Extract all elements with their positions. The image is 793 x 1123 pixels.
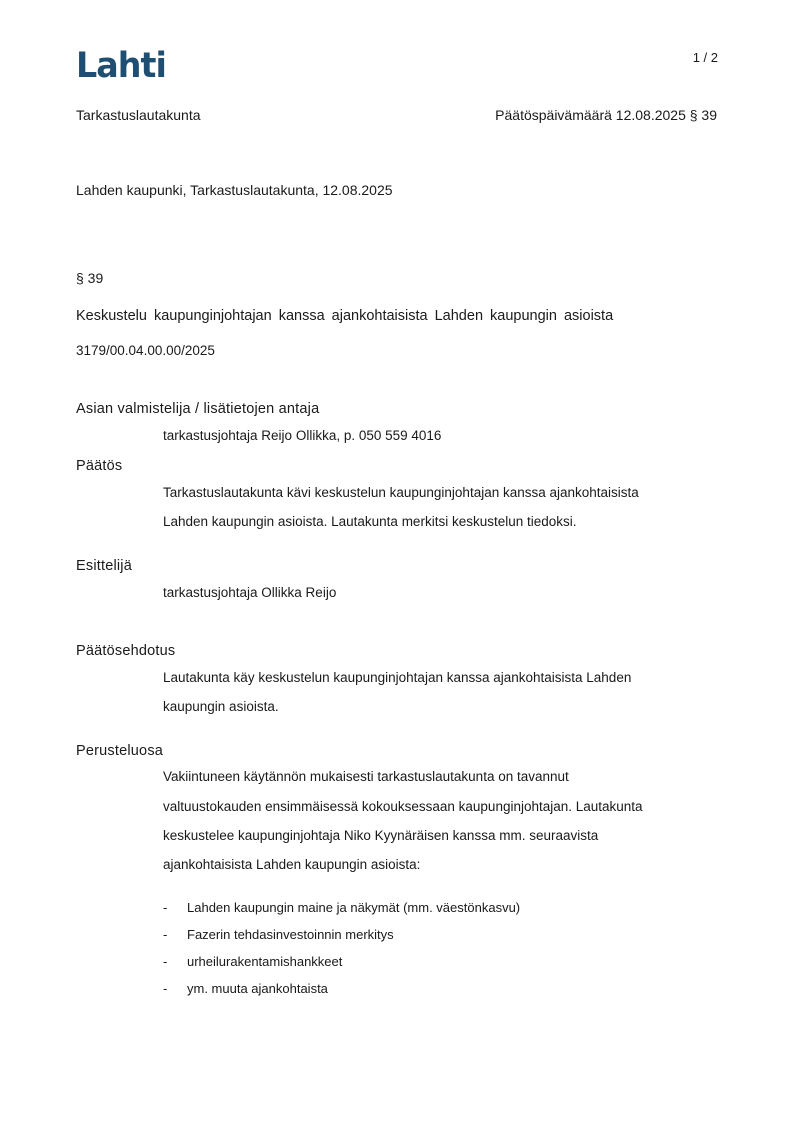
rationale-line: keskustelee kaupunginjohtaja Niko Kyynäräisen kanssa mm. seuraavista xyxy=(163,828,599,843)
proposal-heading: Päätösehdotus xyxy=(76,643,176,659)
preparer-text: tarkastusjohtaja Reijo Ollikka, p. 050 559 4016 xyxy=(163,428,442,443)
svg-text:Lahti: Lahti xyxy=(76,46,166,82)
rationale-heading: Perusteluosa xyxy=(76,743,164,759)
presenter-text: tarkastusjohtaja Ollikka Reijo xyxy=(163,585,337,600)
rationale-line: Vakiintuneen käytännön mukaisesti tarkastuslautakunta on tavannut xyxy=(163,769,569,784)
document-title: Keskustelu kaupunginjohtajan kanssa ajankohtaisista Lahden kaupungin asioista xyxy=(76,308,614,324)
lahti-logo xyxy=(76,46,168,82)
committee-name: Tarkastuslautakunta xyxy=(76,107,201,123)
bullet-marker: - xyxy=(163,900,168,915)
page-number: 1 / 2 xyxy=(692,50,718,65)
presenter-heading: Esittelijä xyxy=(76,558,132,574)
bullet-marker: - xyxy=(163,954,168,969)
bullet-item: ym. muuta ajankohtaista xyxy=(187,981,328,996)
rationale-line: valtuustokauden ensimmäisessä kokouksessaan kaupunginjohtajan. Lautakunta xyxy=(163,799,643,814)
proposal-line: kaupungin asioista. xyxy=(163,699,279,714)
meeting-info: Lahden kaupunki, Tarkastuslautakunta, 12.08.2025 xyxy=(76,182,393,198)
proposal-line: Lautakunta käy keskustelun kaupunginjohtajan kanssa ajankohtaisista Lahden xyxy=(163,670,632,685)
bullet-item: urheilurakentamishankkeet xyxy=(187,954,343,969)
diary-number: 3179/00.04.00.00/2025 xyxy=(76,343,215,358)
bullet-marker: - xyxy=(163,981,168,996)
rationale-line: ajankohtaisista Lahden kaupungin asioista: xyxy=(163,857,421,872)
bullet-marker: - xyxy=(163,927,168,942)
decision-date: Päätöspäivämäärä 12.08.2025 § 39 xyxy=(495,107,717,123)
decision-line: Tarkastuslautakunta kävi keskustelun kaupunginjohtajan kanssa ajankohtaisista xyxy=(163,485,639,500)
bullet-item: Fazerin tehdasinvestoinnin merkitys xyxy=(187,927,394,942)
preparer-heading: Asian valmistelija / lisätietojen antaja xyxy=(76,401,320,417)
decision-heading: Päätös xyxy=(76,458,123,474)
bullet-item: Lahden kaupungin maine ja näkymät (mm. väestönkasvu) xyxy=(187,900,521,915)
section-number: § 39 xyxy=(76,270,104,286)
decision-line: Lahden kaupungin asioista. Lautakunta merkitsi keskustelun tiedoksi. xyxy=(163,514,577,529)
